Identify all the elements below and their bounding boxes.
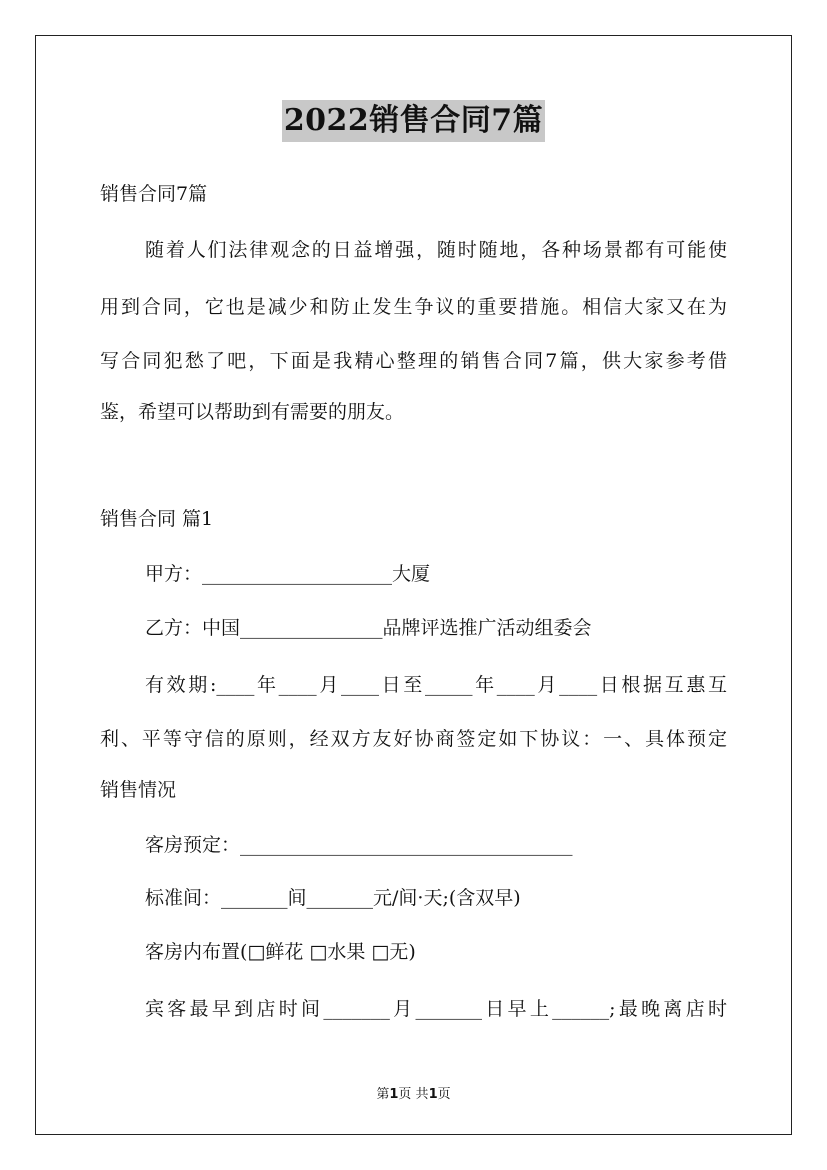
footer-page-prefix: 第: [376, 1087, 390, 1102]
arrival-time-line: 宾客最早到店时间_______月_______日早上______;最晚离店时: [145, 998, 727, 1020]
footer-page-total: 1: [428, 1087, 438, 1102]
intro-line-3: 写合同犯愁了吧，下面是我精心整理的销售合同7篇，供大家参考借: [100, 350, 727, 372]
standard-room-line: 标准间：_______间_______元/间·天;(含双早): [145, 887, 521, 909]
party-a-line: 甲方：____________________大厦: [145, 563, 431, 585]
room-decor-line: 客房内布置(□鲜花 □水果 □无): [145, 941, 416, 963]
intro-line-2: 用到合同，它也是减少和防止发生争议的重要措施。相信大家又在为: [100, 296, 727, 318]
page-footer: [0, 1083, 827, 1102]
validity-line-2: 利、平等守信的原则，经双方友好协商签定如下协议：一、具体预定: [100, 728, 727, 750]
footer-page-suffix: 页: [437, 1087, 451, 1102]
document-title: 2022销售合同7篇: [282, 100, 545, 142]
room-booking-line: 客房预定：___________________________________: [145, 834, 573, 856]
validity-line-3: 销售情况: [100, 779, 177, 801]
party-b-line: 乙方：中国_______________品牌评选推广活动组委会: [145, 617, 592, 639]
validity-line-1: 有效期:____年____月____日至_____年____月____日根据互惠互: [145, 674, 727, 696]
title-container: [0, 100, 827, 142]
subtitle: 销售合同7篇: [100, 183, 208, 205]
intro-line-4: 鉴，希望可以帮助到有需要的朋友。: [100, 401, 405, 423]
intro-line-1: 随着人们法律观念的日益增强，随时随地，各种场景都有可能使: [145, 239, 727, 261]
footer-page-mid: 页 共: [398, 1087, 429, 1102]
section-heading: 销售合同 篇1: [100, 508, 214, 530]
footer-page-number: 1: [389, 1087, 399, 1102]
